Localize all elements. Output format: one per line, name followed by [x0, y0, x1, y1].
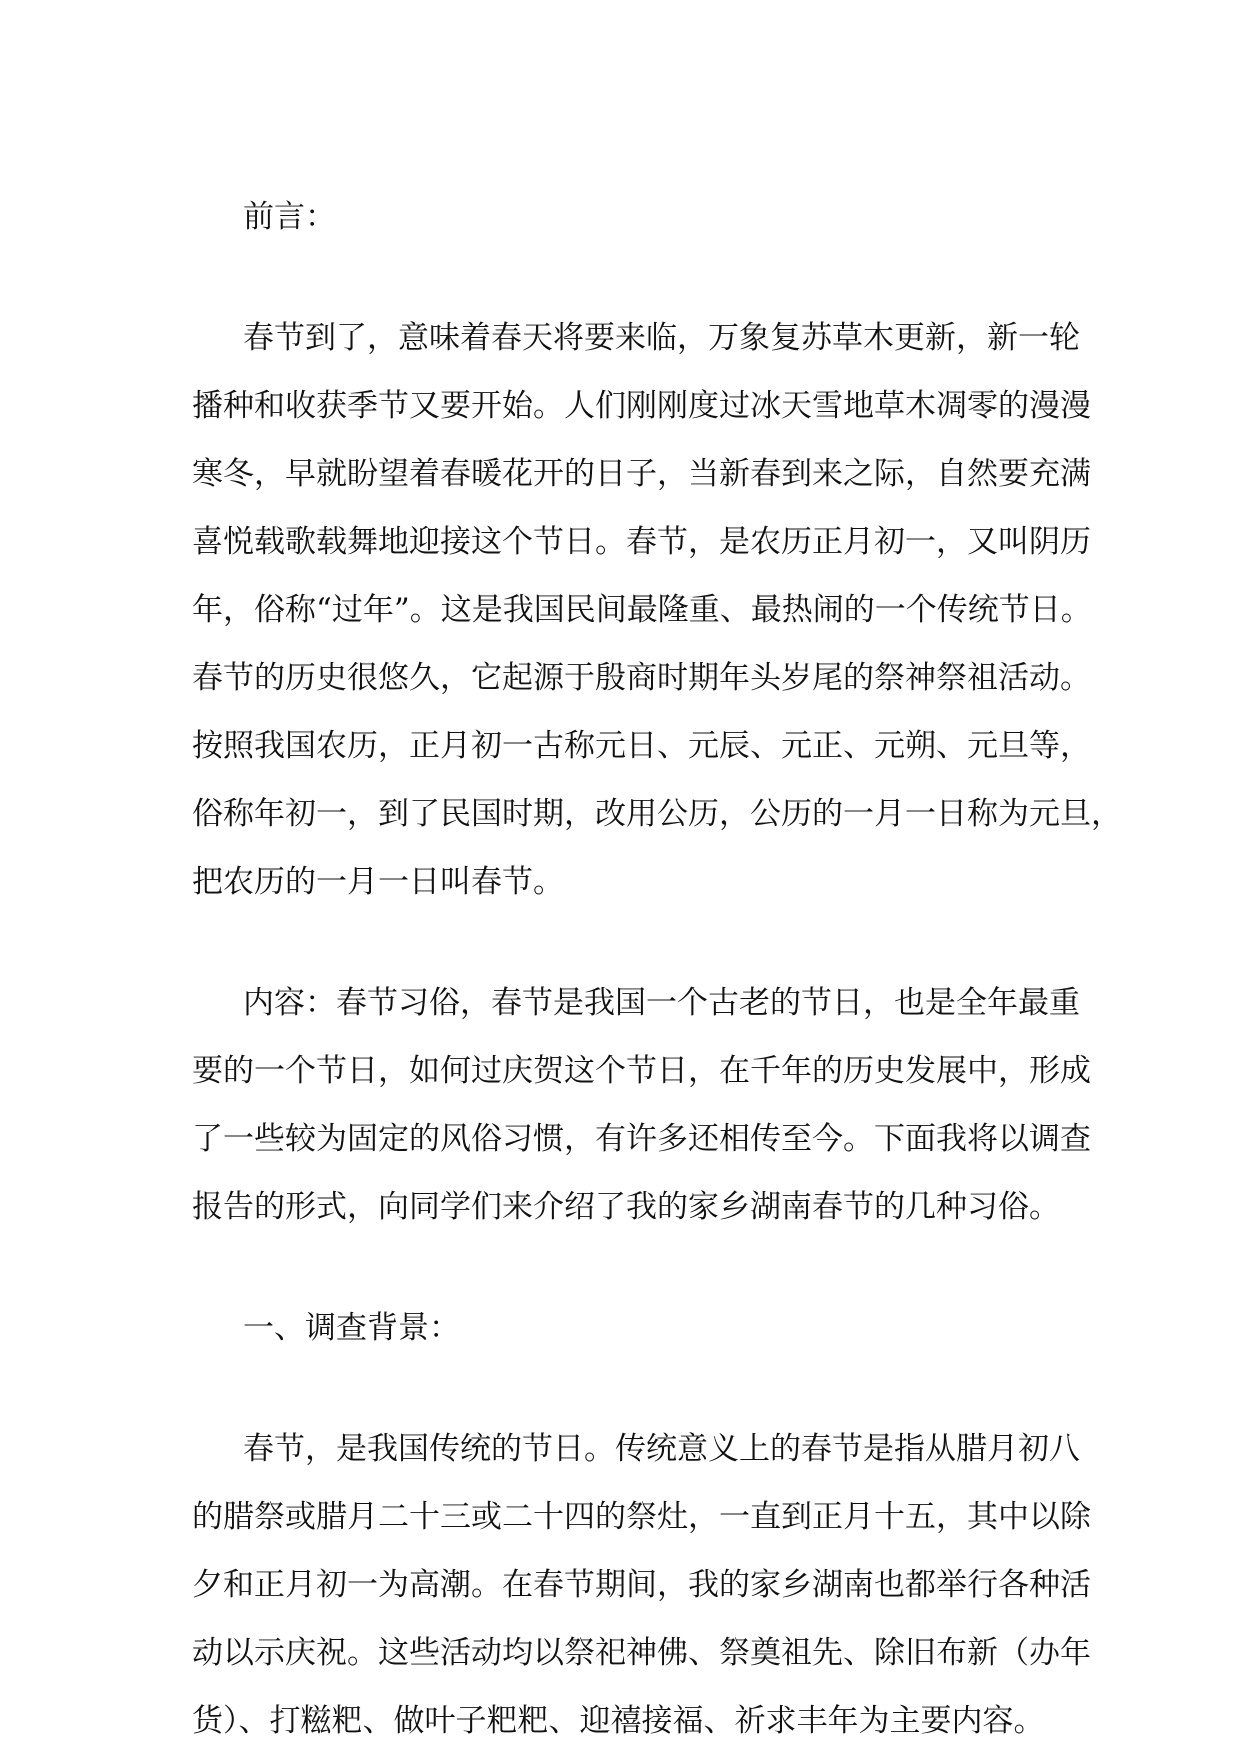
- section1-line: 货）、打糍粑、做叶子粑粑、迎禧接福、祈求丰年为主要内容。: [192, 1703, 1045, 1739]
- preface-paragraph: [192, 304, 1122, 916]
- preface-line: 按照我国农历，正月初一古称元日、元辰、元正、元朔、元旦等，: [192, 728, 1091, 764]
- preface-line: 春节的历史很悠久，它起源于殷商时期年头岁尾的祭神祭祖活动。: [192, 660, 1091, 696]
- preface-heading: 前言：: [243, 199, 336, 235]
- content-line: 内容：春节习俗，春节是我国一个古老的节日，也是全年最重: [243, 985, 1080, 1021]
- preface-line: 寒冬，早就盼望着春暖花开的日子，当新春到来之际，自然要充满: [192, 456, 1091, 492]
- content-line: 报告的形式，向同学们来介绍了我的家乡湖南春节的几种习俗。: [192, 1189, 1060, 1225]
- section1-paragraph: [192, 1415, 1091, 1755]
- preface-line: 喜悦载歌载舞地迎接这个节日。春节，是农历正月初一，又叫阴历: [192, 524, 1091, 560]
- section1-heading: 一、调查背景：: [243, 1310, 460, 1346]
- document-body: [192, 183, 1122, 1755]
- section1-line: 的腊祭或腊月二十三或二十四的祭灶，一直到正月十五，其中以除: [192, 1499, 1091, 1535]
- content-paragraph: [192, 969, 1091, 1241]
- content-line: 了一些较为固定的风俗习惯，有许多还相传至今。下面我将以调查: [192, 1121, 1091, 1157]
- preface-line: 播种和收获季节又要开始。人们刚刚度过冰天雪地草木凋零的漫漫: [192, 388, 1091, 424]
- content-line: 要的一个节日，如何过庆贺这个节日，在千年的历史发展中，形成: [192, 1053, 1091, 1089]
- section1-line: 动以示庆祝。这些活动均以祭祀神佛、祭奠祖先、除旧布新（办年: [192, 1635, 1091, 1671]
- preface-line: 俗称年初一，到了民国时期，改用公历，公历的一月一日称为元旦，: [192, 796, 1122, 832]
- preface-line: 春节到了，意味着春天将要来临，万象复苏草木更新，新一轮: [243, 320, 1080, 356]
- section1-line: 夕和正月初一为高潮。在春节期间，我的家乡湖南也都举行各种活: [192, 1567, 1091, 1603]
- preface-line: 年，俗称“过年”。这是我国民间最隆重、最热闹的一个传统节日。: [192, 592, 1092, 628]
- section1-line: 春节，是我国传统的节日。传统意义上的春节是指从腊月初八: [243, 1431, 1080, 1467]
- preface-line: 把农历的一月一日叫春节。: [192, 864, 564, 900]
